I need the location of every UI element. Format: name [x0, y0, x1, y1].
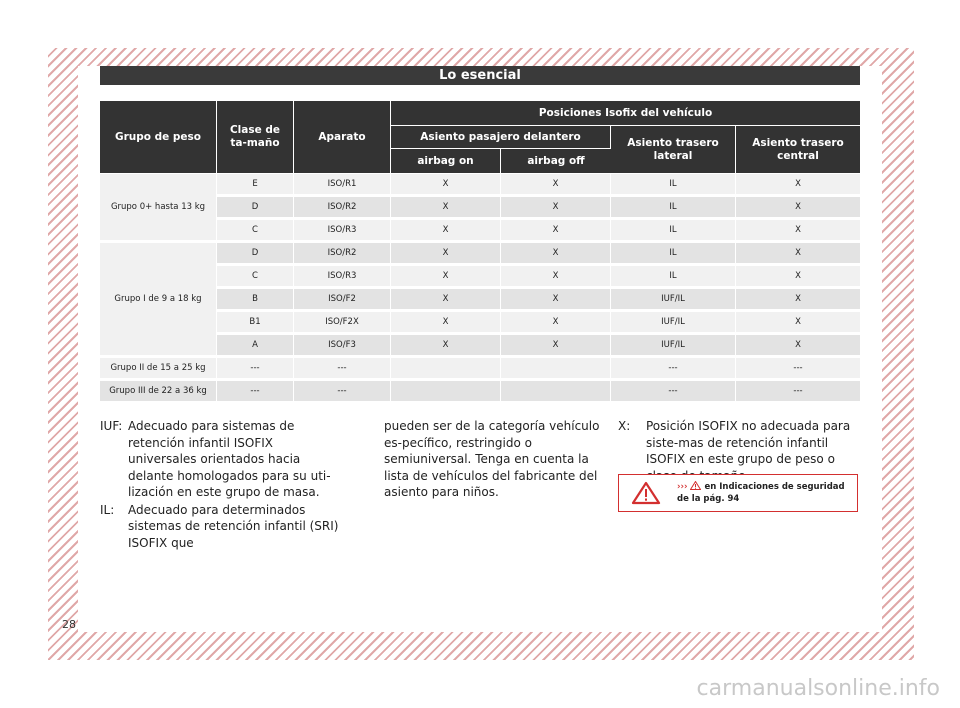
- table-cell: ---: [217, 358, 294, 381]
- table-cell: [501, 358, 611, 381]
- table-cell: X: [391, 312, 501, 335]
- table-cell: X: [391, 266, 501, 289]
- table-cell: ---: [611, 381, 736, 404]
- table-cell: IL: [611, 266, 736, 289]
- header-front-passenger: Asiento pasajero delantero: [391, 126, 611, 149]
- table-cell: IUF/IL: [611, 335, 736, 358]
- note-text: Adecuado para determinados sistemas de retención infantil (SRI) ISOFIX que: [128, 502, 339, 550]
- table-cell: C: [217, 266, 294, 289]
- table-cell: X: [501, 312, 611, 335]
- table-cell: ISO/R1: [294, 174, 391, 197]
- table-cell: X: [736, 197, 860, 220]
- table-cell: X: [501, 197, 611, 220]
- page-number: 28: [62, 618, 76, 631]
- table-cell: X: [736, 243, 860, 266]
- table-cell: IL: [611, 174, 736, 197]
- table-cell: [391, 381, 501, 404]
- table-cell: IL: [611, 197, 736, 220]
- safety-reference-text[interactable]: [677, 481, 853, 505]
- safety-reference-box: [618, 474, 858, 512]
- table-cell: X: [501, 335, 611, 358]
- header-rear-side: Asiento trasero lateral: [611, 126, 736, 174]
- table-cell: C: [217, 220, 294, 243]
- note-key: IUF:: [100, 419, 123, 433]
- table-row: [100, 243, 860, 266]
- watermark: carmanualsonline.info: [696, 676, 940, 701]
- table-cell: X: [501, 220, 611, 243]
- table-cell: X: [391, 197, 501, 220]
- table-cell: ISO/R3: [294, 266, 391, 289]
- table-cell: ISO/R2: [294, 197, 391, 220]
- table-cell: X: [736, 312, 860, 335]
- warning-triangle-icon: [631, 481, 661, 509]
- table-cell: IL: [611, 220, 736, 243]
- note-key: X:: [618, 419, 631, 433]
- table-cell: X: [391, 335, 501, 358]
- small-warning-triangle-icon: [690, 482, 704, 492]
- table-cell: X: [736, 289, 860, 312]
- header-device: Aparato: [294, 101, 391, 174]
- notes-column-1: [100, 418, 345, 551]
- header-size-class: Clase de ta-maño: [217, 101, 294, 174]
- table-cell: X: [391, 220, 501, 243]
- table-cell: A: [217, 335, 294, 358]
- table-cell: [501, 381, 611, 404]
- header-airbag-off: airbag off: [501, 149, 611, 174]
- section-header: Lo esencial: [100, 66, 860, 85]
- table-cell: ISO/R3: [294, 220, 391, 243]
- table-cell: X: [501, 174, 611, 197]
- header-weight-group: Grupo de peso: [100, 101, 217, 174]
- note-text: Adecuado para sistemas de retención infantil ISOFIX universales orientados hacia delante homologados para su uti-lización en este grupo de masa.: [128, 419, 331, 499]
- weight-group-cell: Grupo I de 9 a 18 kg: [100, 243, 217, 358]
- table-cell: X: [391, 243, 501, 266]
- table-row: [100, 381, 860, 404]
- note-key: IL:: [100, 502, 115, 517]
- note-iuf: [100, 418, 345, 501]
- table-cell: X: [736, 220, 860, 243]
- table-cell: ISO/F3: [294, 335, 391, 358]
- safety-reference-label: en Indicaciones de seguridad de la pág. 94: [677, 482, 845, 504]
- table-cell: ISO/F2X: [294, 312, 391, 335]
- table-cell: X: [501, 266, 611, 289]
- table-cell: ISO/F2: [294, 289, 391, 312]
- note-il: [100, 502, 345, 552]
- table-cell: B: [217, 289, 294, 312]
- notes-column-2: [384, 418, 606, 501]
- table-cell: X: [736, 335, 860, 358]
- weight-group-cell: Grupo III de 22 a 36 kg: [100, 381, 217, 404]
- table-cell: IUF/IL: [611, 289, 736, 312]
- table-cell: X: [501, 289, 611, 312]
- table-cell: X: [501, 243, 611, 266]
- table-cell: ISO/R2: [294, 243, 391, 266]
- table-cell: IUF/IL: [611, 312, 736, 335]
- header-positions: Posiciones Isofix del vehículo: [391, 101, 860, 126]
- isofix-table: [100, 101, 860, 404]
- header-rear-center: Asiento trasero central: [736, 126, 860, 174]
- table-cell: ---: [294, 381, 391, 404]
- table-cell: X: [736, 174, 860, 197]
- table-cell: ---: [294, 358, 391, 381]
- table-cell: D: [217, 243, 294, 266]
- table-cell: [391, 358, 501, 381]
- table-row: [100, 174, 860, 197]
- table-cell: ---: [611, 358, 736, 381]
- weight-group-cell: Grupo II de 15 a 25 kg: [100, 358, 217, 381]
- table-cell: X: [391, 174, 501, 197]
- table-row: [100, 358, 860, 381]
- weight-group-cell: Grupo 0+ hasta 13 kg: [100, 174, 217, 243]
- table-cell: E: [217, 174, 294, 197]
- table-cell: D: [217, 197, 294, 220]
- note-text-continued: pueden ser de la categoría vehículo es-pecífico, restringido o semiuniversal. Tenga en cuenta la lista de vehículos del fabricante del asiento para niños.: [384, 419, 600, 499]
- table-cell: B1: [217, 312, 294, 335]
- header-airbag-on: airbag on: [391, 149, 501, 174]
- table-cell: IL: [611, 243, 736, 266]
- table-cell: X: [736, 266, 860, 289]
- arrows-icon: ›››: [677, 482, 688, 492]
- note-text: Posición ISOFIX no adecuada para siste-mas de retención infantil ISOFIX en este grupo de peso o: [646, 419, 851, 466]
- table-cell: ---: [736, 358, 860, 381]
- table-cell: X: [391, 289, 501, 312]
- table-cell: ---: [736, 381, 860, 404]
- table-cell: ---: [217, 381, 294, 404]
